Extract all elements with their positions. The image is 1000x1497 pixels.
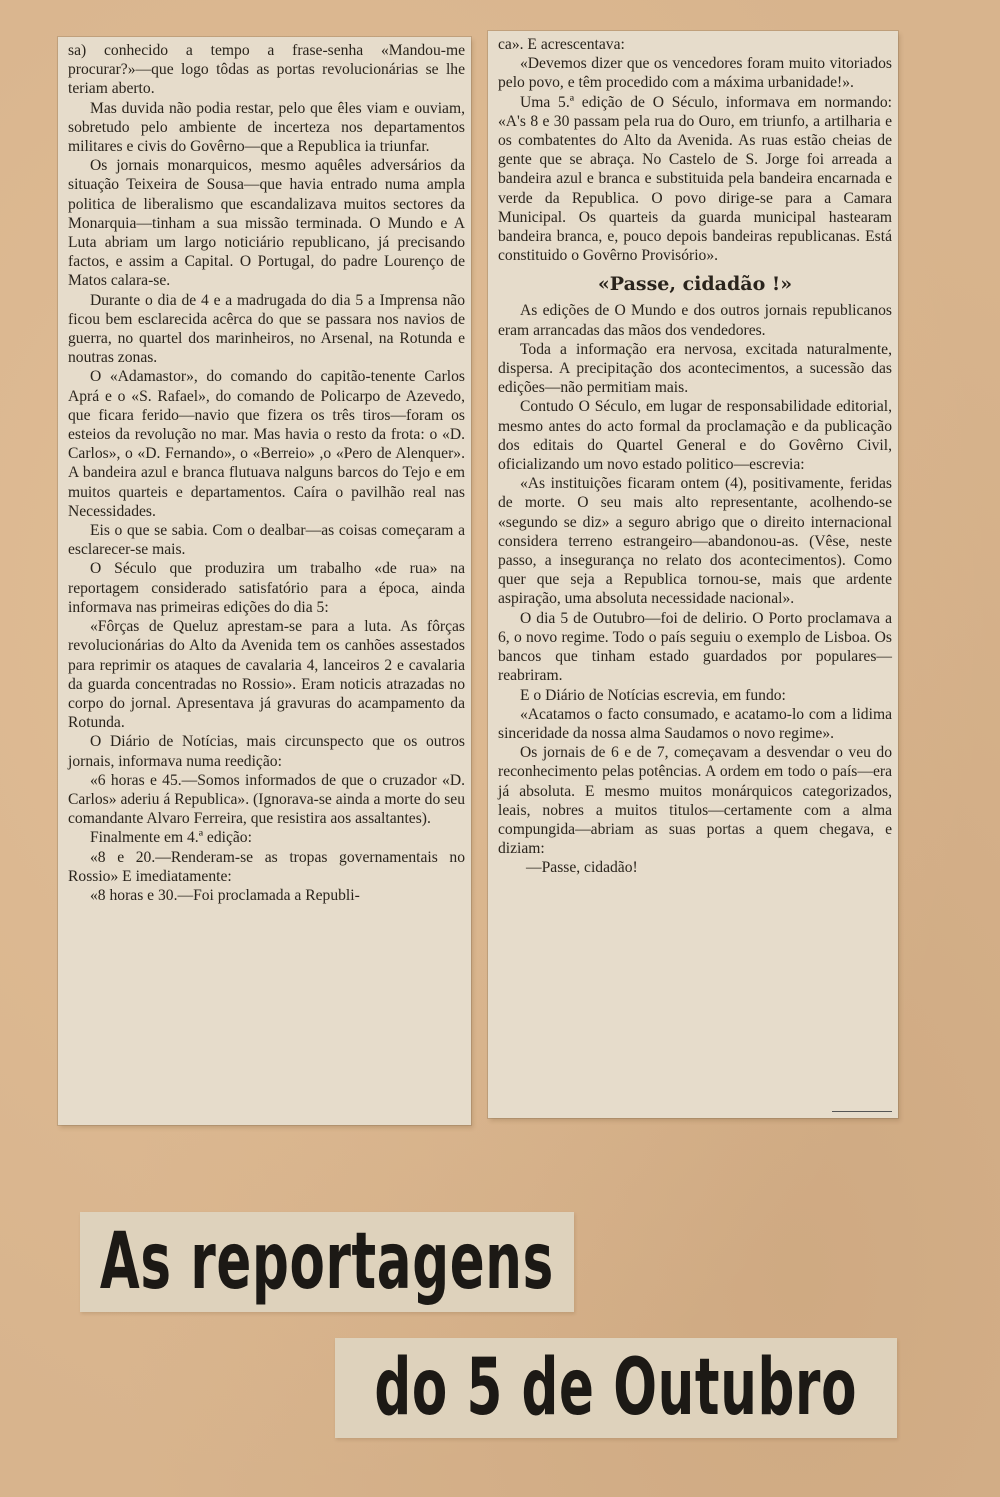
closing-rule [832, 1111, 892, 1112]
left-clipping [58, 37, 471, 1125]
quote-paragraph: «Fôrças de Queluz aprestam-se para a luta. As fôrças revolucionárias do Alto da Avenida tem os canhões assestados para reprimir os ataques de cavalaria 4, lanceiros 2 e cavalaria da guarda concentradas no Rossio». Eram noticis atrazadas no corpo do jornal. Apresentava já gravuras do acampamento da Rotunda. [68, 618, 465, 732]
headline-strip-2 [335, 1338, 897, 1438]
left-article-column [68, 41, 465, 905]
quote-paragraph: «6 horas e 45.—Somos informados de que o cruzador «D. Carlos» aderiu á Republica». (Ignorava-se ainda a morte do seu comandante Alvaro Ferreira, que resistira aos assaltantes). [68, 771, 465, 828]
headline-line-1: As reportagens [100, 1217, 554, 1307]
paragraph: ca». E acrescentava: [498, 36, 625, 53]
paragraph: Contudo O Século, em lugar de responsabilidade editorial, mesmo antes do acto formal da proclamação e da publicação dos editais do Quartel General e do Govêrno Civil, oficializando um novo estado politico—escrevia: [498, 398, 892, 474]
paragraph: E o Diário de Notícias escrevia, em fundo: [520, 686, 786, 704]
quote-paragraph: «As instituições ficaram ontem (4), positivamente, feridas de morte. O seu mais alto representante, acolhendo-se «segundo se diz» a seguro abrigo que o direito internacional considera terreno estrangeiro—abandonou-as. (Vêse, neste passo, a insegurança no relato dos acontecimentos). Como quer que seja a Republica tornou-se, mais que ardente aspiração, uma absoluta necessidade nacional». [498, 475, 892, 608]
closing-line: —Passe, cidadão! [526, 859, 638, 877]
paragraph: Os jornais de 6 e de 7, começavam a desvendar o veu do reconhecimento pelas potências. A ordem em todo o país—era já absoluta. E mesmo muitos monárquicos categorizados, leais, nobres a muitos titulos—certamente com a alma compungida—abriam as suas portas a quem chegava, e diziam: [498, 744, 892, 858]
paragraph: sa) conhecido a tempo a frase-senha «Mandou-me procurar?»—que logo tôdas as portas revolucionárias se lhe teriam aberto. [68, 42, 465, 98]
paragraph: As edições de O Mundo e dos outros jornais republicanos eram arrancadas das mãos dos vendedores. [498, 302, 892, 339]
quote-paragraph: «Acatamos o facto consumado, e acatamo-lo com a lidima sinceridade da nossa alma Saudamos o novo regime». [498, 705, 892, 742]
right-article-column [498, 35, 892, 878]
paragraph: Os jornais monarquicos, mesmo aquêles adversários da situação Teixeira de Sousa—que havia entrado numa ampla politica de liberalismo que escandalizava muitos sectores da Monarquia—tinham a sua missão terminada. O Mundo e A Luta abriam um largo noticiário republicano, já precisando factos, e assim a Capital. O Portugal, do padre Lourenço de Matos calara-se. [68, 157, 465, 290]
paragraph: O «Adamastor», do comando do capitão-tenente Carlos Aprá e o «S. Rafael», do comando de Policarpo de Azevedo, que ficara ferido—navio que fizera os três tiros—foram os esteios da revolução no mar. Mas havia o resto da frota: o «D. Carlos», o «D. Fernando», o «Berreio» ,o «Pero de Alenquer». A bandeira azul e branca flutuava nalguns barcos do Tejo e em muitos quarteis e departamentos. Caíra o pavilhão real nas Necessidades. [68, 368, 465, 520]
paragraph: O Século que produzira um trabalho «de rua» na reportagem considerado satisfatório para a época, ainda informava nas primeiras edições do dia 5: [68, 560, 465, 616]
headline-strip-1 [80, 1212, 574, 1312]
paragraph: Finalmente em 4.ª edição: [90, 829, 252, 847]
quote-paragraph: «8 e 20.—Renderam-se as tropas governamentais no Rossio» E imediatamente: [68, 848, 465, 885]
paragraph: Eis o que se sabia. Com o dealbar—as coisas começaram a esclarecer-se mais. [68, 522, 465, 559]
quote-paragraph: «Devemos dizer que os vencedores foram muito vitoriados pelo povo, e têm procedido com a máxima urbanidade!». [498, 55, 892, 92]
paragraph: Durante o dia de 4 e a madrugada do dia 5 a Imprensa não ficou bem esclarecida acêrca do que se passara nos navios de guerra, no quartel dos marinheiros, no Arsenal, na Rotunda e noutras zonas. [68, 291, 465, 367]
section-heading: «Passe, cidadão !» [597, 273, 793, 296]
paragraph: Mas duvida não podia restar, pelo que êles viam e ouviam, sobretudo pelo ambiente de incerteza nos departamentos militares e civis do Govêrno—que a Republica ia triunfar. [68, 99, 465, 156]
headline-line-2: do 5 de Outubro [374, 1343, 858, 1433]
paragraph: O Diário de Notícias, mais circunspecto que os outros jornais, informava numa reedição: [68, 733, 465, 770]
quote-paragraph: «8 horas e 30.—Foi proclamada a Republi- [90, 886, 360, 904]
paragraph: Uma 5.ª edição de O Século, informava em normando: «A's 8 e 30 passam pela rua do Ouro, em triunfo, a artilharia e os combatentes do Alto da Avenida. As ruas estão cheias de gente que se abraça. No Castelo de S. Jorge foi arreada a bandeira azul e branca e substituida pela bandeira encarnada e verde da Republica. O povo dirige-se para a Camara Municipal. Os quarteis da guarda municipal hastearam bandeira branca, e, pouco depois bandeiras republicanas. Está constituido o Govêrno Provisório». [498, 93, 892, 265]
paragraph: Toda a informação era nervosa, excitada naturalmente, dispersa. A precipitação dos acontecimentos, a sucessão das edições—não permitiam mais. [498, 340, 892, 397]
right-clipping [488, 31, 898, 1118]
paragraph: O dia 5 de Outubro—foi de delirio. O Porto proclamava a 6, o novo regime. Todo o país seguiu o exemplo de Lisboa. Os bancos que tinham estado guardados por populares—reabriram. [498, 609, 892, 685]
